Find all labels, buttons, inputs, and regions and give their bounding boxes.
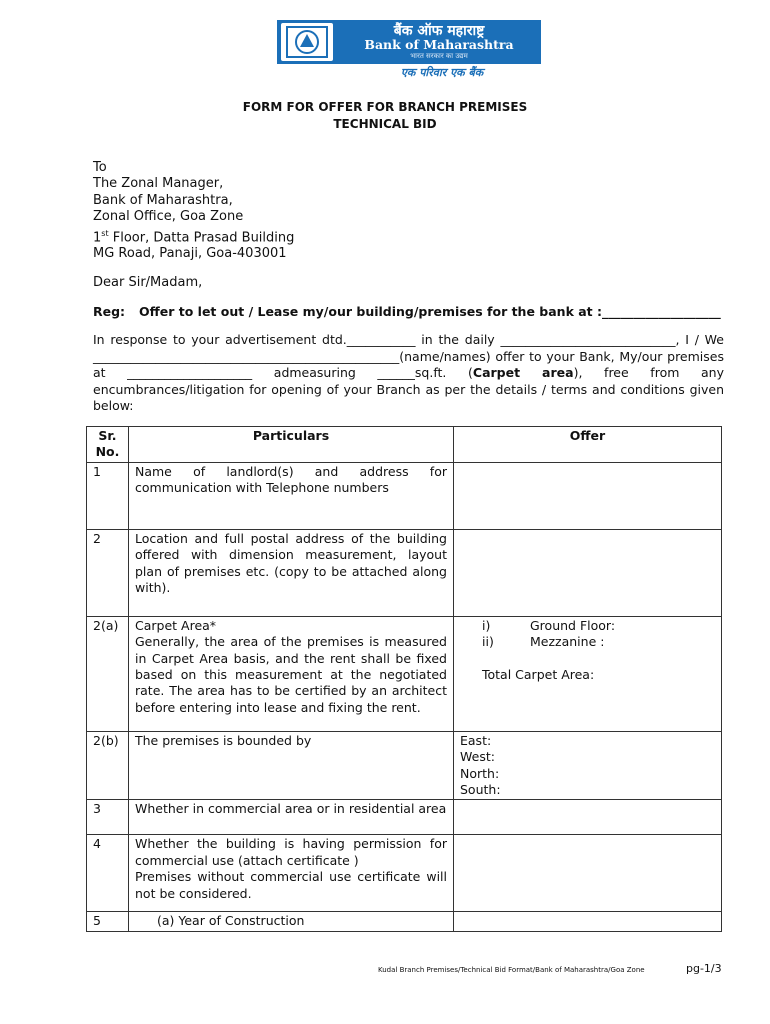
total-carpet-area-label: Total Carpet Area:	[482, 666, 595, 682]
form-subtitle: TECHNICAL BID	[333, 117, 437, 131]
reg-text: Offer to let out / Lease my/our building/premises for the bank at :___________________	[139, 304, 721, 319]
footer-text: Kudal Branch Premises/Technical Bid Format/Bank of Maharashtra/Goa Zone	[378, 966, 645, 974]
page-number: pg-1/3	[686, 962, 722, 975]
south-label: South:	[460, 782, 501, 798]
row-sr: 5	[87, 912, 129, 931]
table-row	[87, 731, 722, 800]
row-offer-field[interactable]	[454, 731, 722, 800]
intro-paragraph	[93, 332, 724, 415]
reg-line	[93, 304, 721, 319]
address-line-5: MG Road, Panaji, Goa-403001	[93, 246, 287, 262]
mezzanine-label: Mezzanine :	[530, 634, 605, 650]
carpet-area-list	[460, 618, 715, 651]
row-sr: 2	[87, 529, 129, 616]
row-particulars: Name of landlord(s) and address for communication with Telephone numbers	[129, 462, 454, 529]
intro-bold: Carpet area	[472, 365, 574, 381]
logo-banner	[277, 20, 541, 64]
logo-subtitle: भारत सरकार का उद्यम	[410, 52, 468, 60]
row-particulars: Whether in commercial area or in residential area	[129, 800, 454, 835]
address-line-3: Zonal Office, Goa Zone	[93, 209, 244, 225]
row-sr: 1	[87, 462, 129, 529]
address-line-1: The Zonal Manager,	[93, 176, 224, 192]
row-sr: 4	[87, 835, 129, 912]
row-offer-field[interactable]	[454, 800, 722, 835]
table-header-row	[87, 427, 722, 463]
permission-note: Premises without commercial use certificate will not be considered.	[135, 869, 447, 901]
floor-number: 1	[93, 229, 102, 245]
row-particulars: The premises is bounded by	[129, 731, 454, 800]
year-of-construction-label: (a) Year of Construction	[157, 913, 305, 929]
row-offer-field[interactable]	[454, 912, 722, 931]
logo-hindi-text: बैंक ऑफ महाराष्ट्र	[393, 23, 485, 39]
row-offer-field[interactable]	[454, 835, 722, 912]
table-row	[87, 835, 722, 912]
address-line-4	[93, 226, 294, 247]
logo-english-text: Bank of Maharashtra	[364, 37, 514, 52]
offer-table	[86, 426, 722, 932]
table-row	[87, 800, 722, 835]
carpet-area-label: Carpet Area*	[135, 617, 217, 633]
list-item	[482, 634, 715, 650]
row-particulars	[129, 835, 454, 912]
row-offer-field[interactable]	[454, 616, 722, 731]
ground-floor-label: Ground Floor:	[530, 617, 616, 633]
item-number: ii)	[482, 634, 494, 650]
row-offer-field[interactable]	[454, 462, 722, 529]
reg-label: Reg:	[93, 304, 126, 319]
row-sr: 2(b)	[87, 731, 129, 800]
bank-emblem-icon	[281, 23, 333, 61]
north-label: North:	[460, 765, 500, 781]
east-label: East:	[460, 732, 492, 748]
address-line-2: Bank of Maharashtra,	[93, 192, 233, 208]
logo-tagline: एक परिवार एक बैंक	[400, 66, 484, 79]
table-row	[87, 912, 722, 931]
intro-part-2: ), free from any encumbrances/litigation for opening of your Branch as per the details / terms and conditions given below:	[93, 365, 724, 414]
row-sr: 3	[87, 800, 129, 835]
permission-question: Whether the building is having permission for commercial use (attach certificate )	[135, 836, 447, 868]
header-sr-no: Sr. No.	[87, 427, 129, 463]
list-item	[482, 618, 715, 634]
header-particulars: Particulars	[129, 427, 454, 463]
table-row	[87, 462, 722, 529]
carpet-area-note: Generally, the area of the premises is measured in Carpet Area basis, and the rent shall be fixed based on this measurement at the negotiated rate. The area has to be certified by an architect before entering into lease and fixing the rent.	[135, 634, 447, 715]
header-offer: Offer	[454, 427, 722, 463]
table-row	[87, 616, 722, 731]
form-title: FORM FOR OFFER FOR BRANCH PREMISES	[242, 100, 528, 114]
item-number: i)	[482, 617, 491, 633]
bank-logo	[277, 20, 541, 82]
salutation: Dear Sir/Madam,	[93, 275, 203, 290]
intro-part-1: In response to your advertisement dtd.___________ in the daily ____________________________, I / We _________________________________________________(name/names) offer to your Bank, My/our premises at ____________________ admeasuring ______sq.ft. (	[93, 332, 724, 381]
row-particulars	[129, 616, 454, 731]
address-to: To	[93, 160, 107, 175]
west-label: West:	[460, 749, 495, 765]
table-row	[87, 529, 722, 616]
row-particulars	[129, 912, 454, 931]
row-sr: 2(a)	[87, 616, 129, 731]
recipient-address	[93, 160, 294, 263]
row-particulars: Location and full postal address of the building offered with dimension measurement, layout plan of premises etc. (copy to be attached along with).	[129, 529, 454, 616]
floor-suffix: st	[101, 228, 109, 238]
address-line-4-rest: Floor, Datta Prasad Building	[108, 229, 295, 245]
row-offer-field[interactable]	[454, 529, 722, 616]
